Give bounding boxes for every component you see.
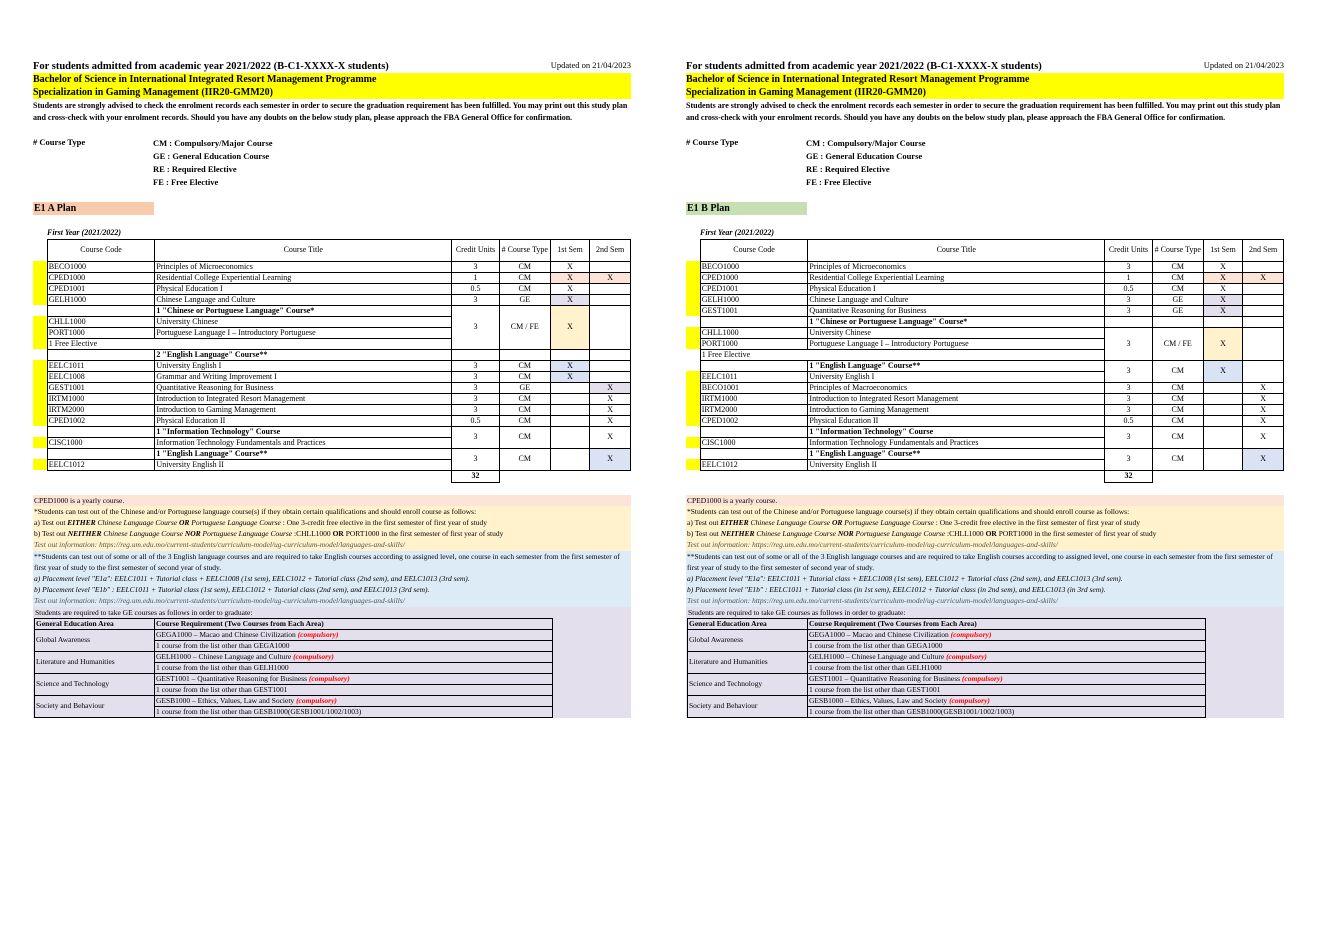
table-row: GELH1000 Chinese Language and Culture 3 GE X [686, 294, 1284, 305]
table-row: 1 Free Elective [686, 349, 1284, 360]
ge-row: 1 course from the list other than GELH1000 [35, 662, 553, 673]
table-row: CISC1000 Information Technology Fundamentals and Practices [686, 437, 1284, 448]
legend-item: FE : Free Elective [806, 176, 872, 187]
table-row: EELC1011 University English I [686, 371, 1284, 382]
notes-section [33, 495, 631, 718]
notes-section [686, 495, 1284, 718]
note-lang-link[interactable]: Test out information: https://reg.um.edu.mo/current-students/curriculum-model/ug-curriculum-model/languages-and-skills/ [686, 539, 1284, 550]
study-plan-panel-b [686, 60, 1284, 718]
table-row: CHLL1000 University Chinese 3 CM / FE X [686, 327, 1284, 338]
note-lang-a: a) Test out EITHER Chinese Language Course OR Portuguese Language Course : One 3-credit free elective in the first semester of first year of study [686, 517, 1284, 528]
course-type-legend: # Course Type CM : Compulsory/Major Course GE : General Education Course RE : Required Elective FE : Free Elective [686, 136, 926, 187]
total-row [33, 470, 631, 482]
course-table [686, 239, 1284, 483]
table-header: Course Code Course Title Credit Units # Course Type 1st Sem 2nd Sem [33, 239, 631, 261]
legend-item: CM : Compulsory/Major Course [806, 137, 926, 148]
note-lang-a: a) Test out EITHER Chinese Language Course OR Portuguese Language Course : One 3-credit free elective in the first semester of first year of study [33, 517, 631, 528]
ge-row: Literature and Humanities GELH1000 – Chinese Language and Culture (compulsory) [35, 651, 553, 662]
ge-table [34, 618, 553, 718]
note-lang-b: b) Test out NEITHER Chinese Language Course NOR Portuguese Language Course :CHLL1000 OR PORT1000 in the first semester of first year of study [33, 528, 631, 539]
programme-name: Bachelor of Science in International Integrated Resort Management Programme [686, 73, 1284, 86]
note-lang-b: b) Test out NEITHER Chinese Language Course NOR Portuguese Language Course :CHLL1000 OR PORT1000 in the first semester of first year of study [686, 528, 1284, 539]
note-lang-link[interactable]: Test out information: https://reg.um.edu.mo/current-students/curriculum-model/ug-curriculum-model/languages-and-skills/ [33, 539, 631, 550]
ge-row: Global Awareness GEGA1000 – Macao and Chinese Civilization (compulsory) [35, 629, 553, 640]
ge-row: 1 course from the list other than GEST1001 [688, 684, 1206, 695]
table-row: GELH1000 Chinese Language and Culture 3 GE X [33, 294, 631, 305]
page-title: For students admitted from academic year 2021/2022 (B-C1-XXXX-X students) Updated on 21/04/2023 [686, 60, 1284, 72]
table-row: BECO1000 Principles of Microeconomics 3 CM X [686, 261, 1284, 272]
table-row: 1 "English Language" Course** 3 CM X [686, 448, 1284, 459]
table-row: 1 Free Elective [33, 338, 631, 349]
note-ge-intro: Students are required to take GE courses as follows in order to graduate: [35, 607, 253, 617]
note-ge-intro: Students are required to take GE courses as follows in order to graduate: [688, 607, 906, 617]
programme-name: Bachelor of Science in International Integrated Resort Management Programme [33, 73, 631, 86]
table-row: PORT1000 Portuguese Language I – Introductory Portuguese [686, 338, 1284, 349]
ge-row: 1 course from the list other than GEGA1000 [35, 640, 553, 651]
note-eng-link[interactable]: Test out information: https://reg.um.edu.mo/current-students/curriculum-model/ug-curriculum-model/languages-and-skills/ [33, 595, 631, 606]
year-label: First Year (2021/2022) [47, 227, 122, 237]
ge-table [687, 618, 1206, 718]
table-row: CPED1000 Residential College Experiential Learning 1 CM X X [686, 272, 1284, 283]
table-row: 1 "Chinese or Portuguese Language" Course* [686, 316, 1284, 327]
table-row: 1 "Information Technology" Course 3 CM X [686, 426, 1284, 437]
table-row: PORT1000 Portuguese Language I – Introductory Portuguese [33, 327, 631, 338]
year-label: First Year (2021/2022) [700, 227, 775, 237]
table-row: CPED1002 Physical Education II 0.5 CM X [686, 415, 1284, 426]
note-lang-intro: *Students can test out of the Chinese and/or Portuguese language course(s) if they obtain certain qualifications and should enroll course as follows: [686, 506, 1284, 517]
ge-row: Global Awareness GEGA1000 – Macao and Chinese Civilization (compulsory) [688, 629, 1206, 640]
ge-row: 1 course from the list other than GESB1000(GESB1001/1002/1003) [35, 706, 553, 717]
advice-text: Students are strongly advised to check the enrolment records each semester in order to secure the graduation requirement has been fulfilled. You may print out this study plan and cross-check with your enrolment records. Should you have any doubts on the below study plan, please approach the FBA General Office for confirmation. [33, 101, 628, 123]
ge-row: Science and Technology GEST1001 – Quantitative Reasoning for Business (compulsory) [35, 673, 553, 684]
ge-row: Society and Behaviour GESB1000 – Ethics, Values, Law and Society (compulsory) [35, 695, 553, 706]
specialization-name: Specialization in Gaming Management (IIR20-GMM20) [686, 86, 1284, 99]
table-row: CPED1000 Residential College Experiential Learning 1 CM X X [33, 272, 631, 283]
page-title: For students admitted from academic year 2021/2022 (B-C1-XXXX-X students) Updated on 21/04/2023 [33, 60, 631, 72]
table-row: BECO1001 Principles of Macroeconomics 3 CM X [686, 382, 1284, 393]
total-credits: 32 [1105, 470, 1153, 482]
table-row: CISC1000 Information Technology Fundamentals and Practices [33, 437, 631, 448]
advice-text: Students are strongly advised to check the enrolment records each semester in order to secure the graduation requirement has been fulfilled. You may print out this study plan and cross-check with your enrolment records. Should you have any doubts on the below study plan, please approach the FBA General Office for confirmation. [686, 101, 1281, 123]
ge-row: Society and Behaviour GESB1000 – Ethics, Values, Law and Society (compulsory) [688, 695, 1206, 706]
legend-item: FE : Free Elective [153, 176, 219, 187]
study-plan-panel-a [33, 60, 631, 718]
legend-item: RE : Required Elective [806, 163, 890, 174]
table-row: EELC1012 University English II [33, 459, 631, 470]
plan-label: E1 A Plan [33, 202, 154, 215]
table-row: 1 "English Language" Course** 3 CM X [33, 448, 631, 459]
table-row: EELC1008 Grammar and Writing Improvement I 3 CM X [33, 371, 631, 382]
ge-header: General Education Area Course Requirement (Two Courses from Each Area) [35, 618, 553, 629]
table-row: CPED1002 Physical Education II 0.5 CM X [33, 415, 631, 426]
total-credits: 32 [452, 470, 500, 482]
note-yearly: CPED1000 is a yearly course. [33, 495, 631, 506]
table-row: IRTM1000 Introduction to Integrated Resort Management 3 CM X [686, 393, 1284, 404]
table-header: Course Code Course Title Credit Units # Course Type 1st Sem 2nd Sem [686, 239, 1284, 261]
table-row: CPED1001 Physical Education I 0.5 CM X [33, 283, 631, 294]
note-eng-intro: **Students can test out of some or all of the 3 English language courses and are required to take English courses according to assigned level, one course in each semester from the first semester of first year of study to the first semester of second year of study. [33, 551, 631, 573]
note-eng-a: a) Placement level "E1a": EELC1011 + Tutorial class + EELC1008 (1st sem), EELC1012 + Tutorial class (2nd sem), and EELC1013 (3rd sem). [33, 573, 631, 584]
ge-row: 1 course from the list other than GEST1001 [35, 684, 553, 695]
table-row: IRTM2000 Introduction to Gaming Management 3 CM X [33, 404, 631, 415]
table-row: BECO1000 Principles of Microeconomics 3 CM X [33, 261, 631, 272]
note-lang-intro: *Students can test out of the Chinese and/or Portuguese language course(s) if they obtain certain qualifications and should enroll course as follows: [33, 506, 631, 517]
legend-item: RE : Required Elective [153, 163, 237, 174]
updated-date: Updated on 21/04/2023 [1203, 60, 1284, 70]
ge-row: 1 course from the list other than GESB1000(GESB1001/1002/1003) [688, 706, 1206, 717]
table-row: EELC1011 University English I 3 CM X [33, 360, 631, 371]
note-eng-link[interactable]: Test out information: https://reg.um.edu.mo/current-students/curriculum-model/ug-curriculum-model/languages-and-skills/ [686, 595, 1284, 606]
table-row: 1 "English Language" Course** 3 CM X [686, 360, 1284, 371]
note-eng-b: b) Placement level "E1b" : EELC1011 + Tutorial class (1st sem), EELC1012 + Tutorial class (2nd sem), and EELC1013 (3rd sem). [33, 584, 631, 595]
table-row: IRTM2000 Introduction to Gaming Management 3 CM X [686, 404, 1284, 415]
table-row: 1 "Chinese or Portuguese Language" Course* 3 CM / FE X [33, 305, 631, 316]
note-eng-intro: **Students can test out of some or all of the 3 English language courses and are required to take English courses according to assigned level, one course in each semester from the first semester of first year of study to the first semester of second year of study. [686, 551, 1284, 573]
table-row: 1 "Information Technology" Course 3 CM X [33, 426, 631, 437]
table-row: CPED1001 Physical Education I 0.5 CM X [686, 283, 1284, 294]
plan-label: E1 B Plan [686, 202, 807, 215]
legend-item: GE : General Education Course [806, 150, 923, 161]
updated-date: Updated on 21/04/2023 [550, 60, 631, 70]
legend-item: CM : Compulsory/Major Course [153, 137, 273, 148]
ge-row: 1 course from the list other than GELH1000 [688, 662, 1206, 673]
table-row: IRTM1000 Introduction to Integrated Resort Management 3 CM X [33, 393, 631, 404]
ge-row: Literature and Humanities GELH1000 – Chinese Language and Culture (compulsory) [688, 651, 1206, 662]
note-eng-b: b) Placement level "E1b" : EELC1011 + Tutorial class (in 1st sem), EELC1012 + Tutorial class (in 2nd sem), and EELC1013 (in 3rd sem). [686, 584, 1284, 595]
specialization-name: Specialization in Gaming Management (IIR20-GMM20) [33, 86, 631, 99]
ge-header: General Education Area Course Requirement (Two Courses from Each Area) [688, 618, 1206, 629]
ge-section [686, 607, 1284, 718]
ge-row: 1 course from the list other than GEGA1000 [688, 640, 1206, 651]
note-eng-a: a) Placement level "E1a": EELC1011 + Tutorial class + EELC1008 (1st sem), EELC1012 + Tutorial class (2nd sem), and EELC1013 (3rd sem). [686, 573, 1284, 584]
table-row: GEST1001 Quantitative Reasoning for Business 3 GE X [33, 382, 631, 393]
course-table [33, 239, 631, 483]
legend-item: GE : General Education Course [153, 150, 270, 161]
note-yearly: CPED1000 is a yearly course. [686, 495, 1284, 506]
table-row: EELC1012 University English II [686, 459, 1284, 470]
table-row: CHLL1000 University Chinese [33, 316, 631, 327]
table-row: 2 "English Language" Course** [33, 349, 631, 360]
ge-section [33, 607, 631, 718]
course-type-legend: # Course Type CM : Compulsory/Major Course GE : General Education Course RE : Required Elective FE : Free Elective [33, 136, 273, 187]
table-row: GEST1001 Quantitative Reasoning for Business 3 GE X [686, 305, 1284, 316]
total-row [686, 470, 1284, 482]
ge-row: Science and Technology GEST1001 – Quantitative Reasoning for Business (compulsory) [688, 673, 1206, 684]
